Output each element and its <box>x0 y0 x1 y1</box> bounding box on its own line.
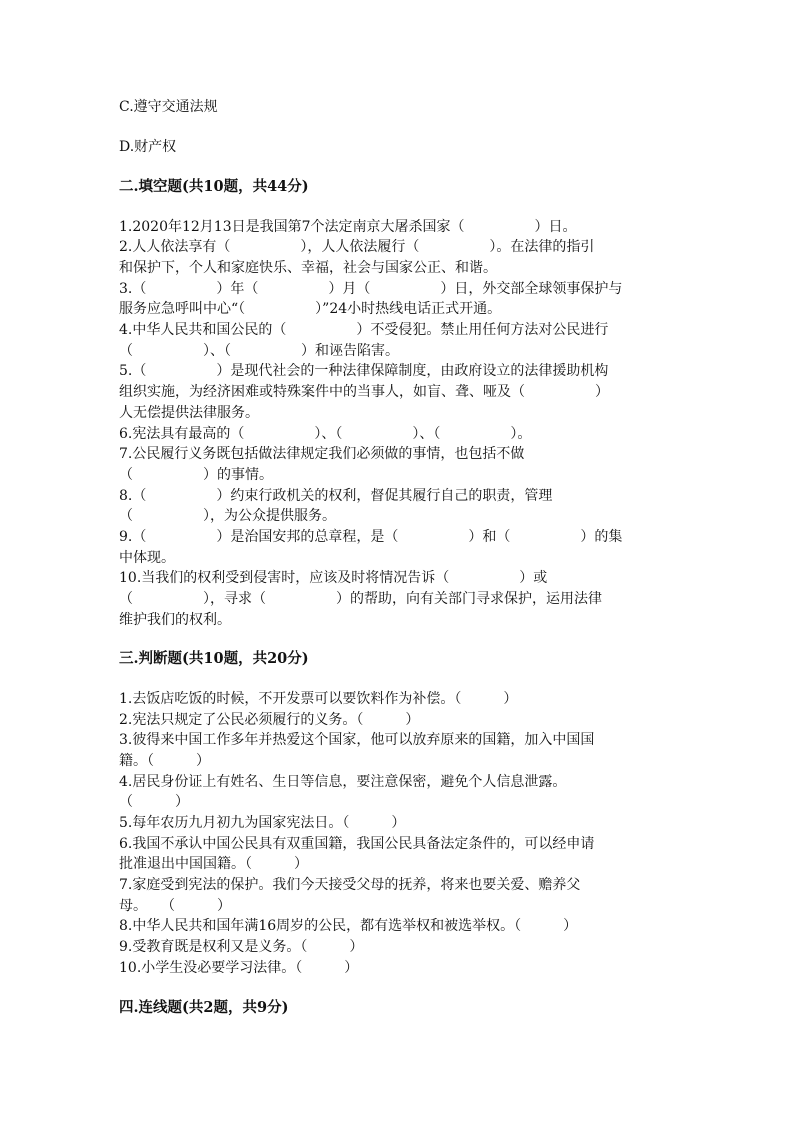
question-line: 3.彼得来中国工作多年并热爱这个国家，他可以放弃原来的国籍，加入中国国 <box>119 732 595 748</box>
option-c: C.遵守交通法规 <box>119 99 218 115</box>
question-line: 7.公民履行义务既包括做法律规定我们必须做的事情，也包括不做 <box>119 446 525 462</box>
option-d: D.财产权 <box>119 139 177 155</box>
question-line: 5.（ ）是现代社会的一种法律保障制度，由政府设立的法律援助机构 <box>119 363 609 379</box>
question-line: 8.中华人民共和国年满16周岁的公民，都有选举权和被选举权。（ ） <box>119 918 578 934</box>
question-line: 维护我们的权利。 <box>119 612 231 628</box>
question-line: 服务应急呼叫中心“（ ）”24小时热线电话正式开通。 <box>119 301 502 317</box>
question-line: （ ），寻求（ ）的帮助，向有关部门寻求保护，运用法律 <box>119 591 602 607</box>
question-line: 人无偿提供法律服务。 <box>119 405 259 421</box>
question-line: 3.（ ）年（ ）月（ ）日，外交部全球领事保护与 <box>119 281 623 297</box>
question-line: 9.受教育既是权利又是义务。（ ） <box>119 939 364 955</box>
question-line: 6.我国不承认中国公民具有双重国籍，我国公民具备法定条件的，可以经申请 <box>119 836 595 852</box>
section-title-true-false: 三.判断题(共10题，共20分) <box>119 650 309 667</box>
question-line: 1.去饭店吃饭的时候，不开发票可以要饮料作为补偿。（ ） <box>119 691 518 707</box>
question-line: 9.（ ）是治国安邦的总章程，是（ ）和（ ）的集 <box>119 529 623 545</box>
question-line: 6.宪法具有最高的（ ）、（ ）、（ ）。 <box>119 426 532 442</box>
question-line: 5.每年农历九月初九为国家宪法日。（ ） <box>119 815 406 831</box>
section-title-fill-blank: 二.填空题(共10题，共44分) <box>119 178 309 195</box>
question-line: 8.（ ）约束行政机关的权利，督促其履行自己的职责，管理 <box>119 488 553 504</box>
question-line: 4.中华人民共和国公民的（ ）不受侵犯。禁止用任何方法对公民进行 <box>119 322 609 338</box>
question-line: 籍。（ ） <box>119 753 210 769</box>
question-line: 10.小学生没必要学习法律。（ ） <box>119 960 359 976</box>
question-line: 10.当我们的权利受到侵害时，应该及时将情况告诉（ ）或 <box>119 570 548 586</box>
question-line: （ ）、（ ）和诬告陷害。 <box>119 343 399 359</box>
question-line: 4.居民身份证上有姓名、生日等信息，要注意保密，避免个人信息泄露。 <box>119 774 567 790</box>
question-line: 批准退出中国国籍。（ ） <box>119 856 308 872</box>
question-line: （ ），为公众提供服务。 <box>119 508 336 524</box>
question-line: 7.家庭受到宪法的保护。我们今天接受父母的抚养，将来也要关爱、赡养父 <box>119 877 581 893</box>
question-line: 和保护下，个人和家庭快乐、幸福，社会与国家公正、和谐。 <box>119 260 497 276</box>
question-line: （ ） <box>119 794 189 810</box>
question-line: 2.人人依法享有（ ），人人依法履行（ ）。在法律的指引 <box>119 239 595 255</box>
section-title-matching: 四.连线题(共2题，共9分) <box>119 999 289 1016</box>
question-line: （ ）的事情。 <box>119 467 273 483</box>
question-line: 中体现。 <box>119 550 175 566</box>
question-line: 母。 （ ） <box>119 898 231 914</box>
question-line: 组织实施，为经济困难或特殊案件中的当事人，如盲、聋、哑及（ ） <box>119 384 609 400</box>
question-line: 1.2020年12月13日是我国第7个法定南京大屠杀国家（ ）日。 <box>119 219 577 235</box>
question-line: 2.宪法只规定了公民必须履行的义务。（ ） <box>119 712 420 728</box>
